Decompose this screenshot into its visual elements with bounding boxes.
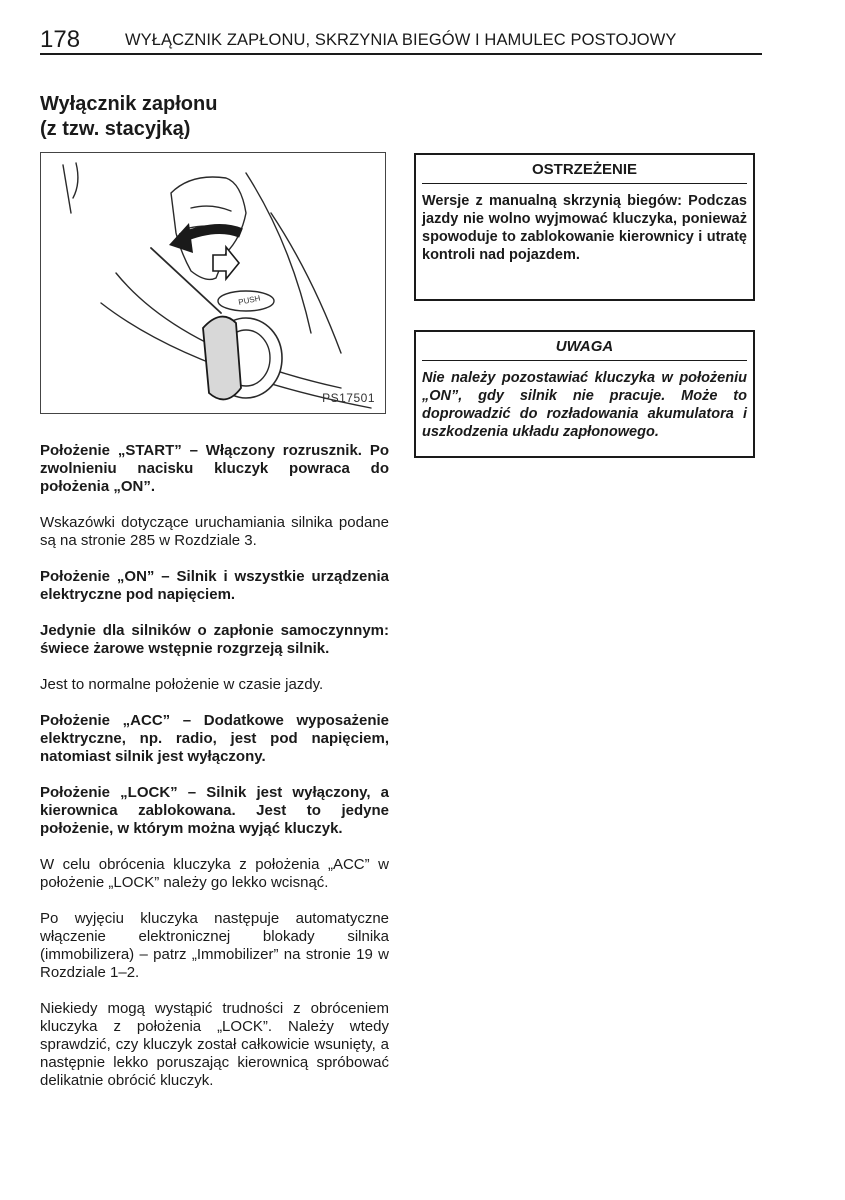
key-head (203, 317, 241, 400)
warning-title: OSTRZEŻENIE (422, 155, 747, 184)
paragraph: Po wyjęciu kluczyka następuje automatyczne włączenie elektronicznej blokady silnika (immobilizera) – patrz „Immobilizer” na stronie 19 w Rozdziale 1–2. (40, 910, 389, 981)
section-title-line1: Wyłącznik zapłonu (40, 93, 218, 115)
note-box (414, 330, 755, 458)
column-line (271, 213, 341, 353)
note-text: Nie należy pozostawiać kluczyka w położeniu „ON”, gdy silnik nie pracuje. Może to doprowadzić do rozładowania akumulatora i uszkodzenia układu zapłonowego. (422, 370, 747, 440)
ignition-switch-illustration (40, 152, 386, 414)
rotate-arrowhead (169, 223, 193, 253)
paragraph: Jest to normalne położenie w czasie jazdy. (40, 676, 324, 693)
figure-code: PS17501 (322, 391, 375, 405)
paragraph: Położenie „START” – Włączony rozrusznik. Po zwolnieniu nacisku kluczyk powraca do położenia „ON”. (40, 442, 389, 495)
section-title-line2: (z tzw. stacyjką) (40, 118, 191, 140)
section-title (40, 92, 217, 142)
main-text-column (40, 442, 389, 1108)
warning-text: Wersje z manualną skrzynią biegów: Podczas jazdy nie wolno wyjmować kluczyka, ponieważ spowoduje to zablokowanie kierownicy i utratę kontroli nad pojazdem. (422, 193, 747, 263)
note-title: UWAGA (422, 332, 747, 361)
column-line (246, 173, 311, 333)
paragraph: Położenie „ON” – Silnik i wszystkie urządzenia elektryczne pod napięciem. (40, 568, 389, 603)
header-rule (40, 53, 762, 55)
paragraph: Położenie „ACC” – Dodatkowe wyposażenie elektryczne, np. radio, jest pod napięciem, natomiast silnik jest wyłączony. (40, 712, 389, 765)
paragraph: Niekiedy mogą wystąpić trudności z obróceniem kluczyka z położenia „LOCK”. Należy wtedy sprawdzić, czy kluczyk został całkowicie wsunięty, a następnie lekko poruszając kierownicą spróbować delikatnie obrócić kluczyk. (40, 1000, 389, 1089)
running-title: WYŁĄCZNIK ZAPŁONU, SKRZYNIA BIEGÓW I HAMULEC POSTOJOWY (125, 31, 677, 49)
paragraph: Jedynie dla silników o zapłonie samoczynnym: świece żarowe wstępnie rozgrzeją silnik. (40, 622, 389, 657)
paragraph: Wskazówki dotyczące uruchamiania silnika podane są na stronie 285 w Rozdziale 3. (40, 514, 389, 549)
warning-box (414, 153, 755, 301)
page-number: 178 (40, 26, 81, 53)
push-label: PUSH (237, 293, 262, 307)
column-line (73, 163, 78, 198)
ignition-switch-drawing (41, 153, 386, 414)
paragraph: W celu obrócenia kluczyka z położenia „ACC” w położenie „LOCK” należy go lekko wcisnąć. (40, 856, 389, 891)
column-line (63, 165, 71, 213)
paragraph: Położenie „LOCK” – Silnik jest wyłączony, a kierownica zablokowana. Jest to jedyne położenie, w którym można wyjąć kluczyk. (40, 784, 389, 837)
page-header (40, 26, 762, 56)
